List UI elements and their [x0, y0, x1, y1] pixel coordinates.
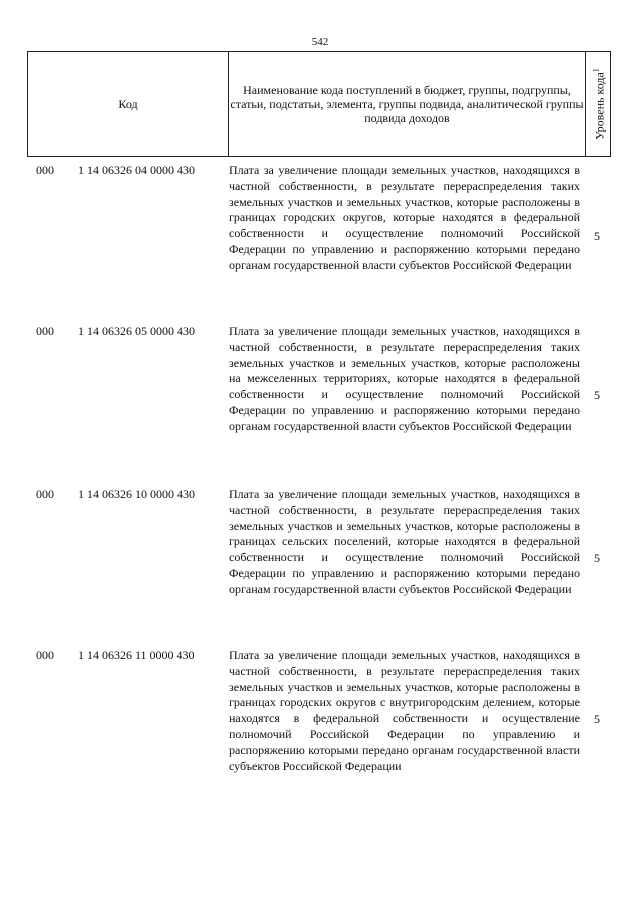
header-level-label: Уровень кода	[592, 72, 607, 140]
code-level: 5	[594, 229, 600, 243]
table-header	[27, 51, 611, 157]
income-code: 1 14 06326 11 0000 430	[78, 648, 195, 662]
code-level: 5	[594, 551, 600, 565]
admin-code: 000	[36, 648, 54, 662]
code-level: 5	[594, 712, 600, 726]
header-name: Наименование кода поступлений в бюджет, группы, подгруппы, статьи, подстатьи, элемента, группы подвида, аналитической группы подвида доходов	[229, 52, 586, 157]
income-description: Плата за увеличение площади земельных участков, находящихся в частной собственности, в результате перераспределения таких земельных участков и земельных участков, которые расположены в границах сельских поселений, которые находятся в федеральной собственности и осуществление полномочий Российской Федерации по управлению и распоряжению которыми передано органам государственной власти субъектов Российской Федерации	[229, 487, 580, 596]
header-code: Код	[28, 52, 229, 157]
header-level	[590, 68, 607, 140]
income-code: 1 14 06326 10 0000 430	[78, 487, 195, 501]
admin-code: 000	[36, 324, 54, 338]
admin-code: 000	[36, 163, 54, 177]
income-description: Плата за увеличение площади земельных участков, находящихся в частной собственности, в результате перераспределения таких земельных участков и земельных участков, которые расположены на межселенных территориях, которые находятся в федеральной собственности и осуществление полномочий Российской Федерации по управлению и распоряжению которыми передано органам государственной власти субъектов Российской Федерации	[229, 324, 580, 433]
income-code: 1 14 06326 04 0000 430	[78, 163, 195, 177]
header-level-cell	[586, 52, 611, 157]
income-code: 1 14 06326 05 0000 430	[78, 324, 195, 338]
income-description: Плата за увеличение площади земельных участков, находящихся в частной собственности, в результате перераспределения таких земельных участков и земельных участков, которые расположены в границах городских округов, которые находятся в федеральной собственности и осуществление полномочий Российской Федерации по управлению и распоряжению которыми передано органам государственной власти субъектов Российской Федерации	[229, 163, 580, 272]
header-level-footnote: 1	[591, 68, 601, 73]
page-number: 542	[311, 36, 329, 48]
income-description: Плата за увеличение площади земельных участков, находящихся в частной собственности, в результате перераспределения таких земельных участков и земельных участков, которые расположены в границах городских округов с внутригородским делением, которые находятся в федеральной собственности и осуществление полномочий Российской Федерации по управлению и распоряжению которыми передано органам государственной власти субъектов Российской Федерации	[229, 648, 580, 773]
code-level: 5	[594, 388, 600, 402]
admin-code: 000	[36, 487, 54, 501]
